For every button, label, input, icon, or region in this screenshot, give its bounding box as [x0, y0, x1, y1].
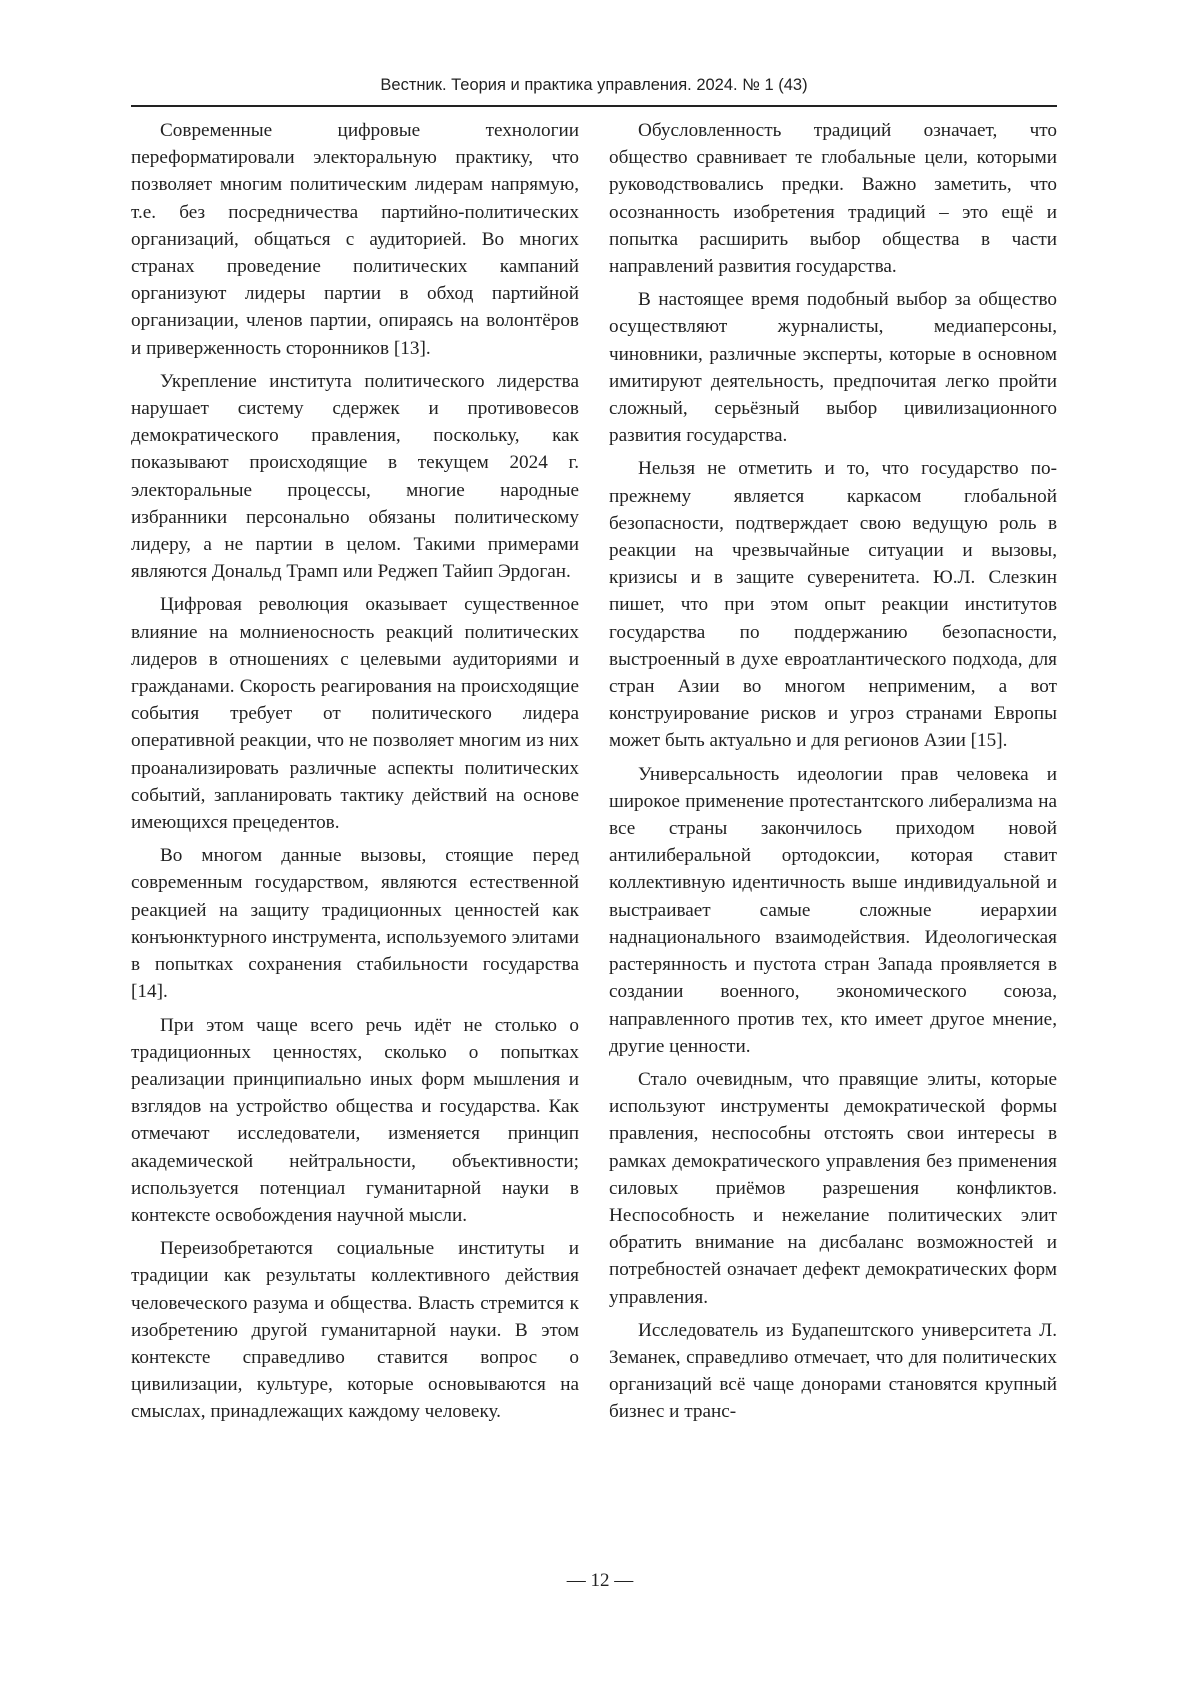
running-header: Вестник. Теория и практика управления. 2024. № 1 (43): [380, 76, 808, 94]
paragraph: Обусловленность традиций означает, что общество сравнивает те глобальные цели, которыми руководствовались предки. Важно заметить, что осознанность изобретения традиций – это ещё и попытка расширить выбор общества в части направлений развития государства.: [609, 120, 1057, 278]
paragraph: При этом чаще всего речь идёт не столько о традиционных ценностях, сколько о попытках реализации принципиально иных форм мышления и взглядов на устройство общества и государства. Как отмечают исследователи, изменяется принцип академической нейтральности, объективности; используется потенциал гуманитарной науки в контексте освобождения научной мысли.: [131, 1014, 579, 1226]
paragraph: Современные цифровые технологии переформатировали электоральную практику, что позволяет многим политическим лидерам напрямую, т.е. без посредничества партийно-политических организаций, общаться с аудиторией. Во многих странах проведение политических кампаний организуют лидеры партии в обход партийной организации, членов партии, опираясь на волонтёров и приверженность сторонников [13].: [131, 120, 579, 359]
page-number: — 12 —: [566, 1570, 634, 1591]
paragraph: В настоящее время подобный выбор за общество осуществляют журналисты, медиаперсоны, чиновники, различные эксперты, которые в основном имитируют деятельность, предпочитая легко пройти сложный, серьёзный выбор цивилизационного развития государства.: [609, 289, 1057, 447]
paragraph: Нельзя не отметить и то, что государство по-прежнему является каркасом глобальной безопасности, подтверждает свою ведущую роль в реакции на чрезвычайные ситуации и вызовы, кризисы и в защите суверенитета. Ю.Л. Слезкин пишет, что при этом опыт реакции институтов государства по поддержанию безопасности, выстроенный в духе евроатлантического подхода, для стран Азии во многом неприменим, а вот конструирование рисков и угроз странами Европы может быть актуально и для регионов Азии [15].: [609, 458, 1057, 752]
paragraph: Исследователь из Будапештского университета Л. Земанек, справедливо отмечает, что для политических организаций всё чаще донорами становятся крупный бизнес и транс-: [609, 1319, 1057, 1423]
right-column: [609, 117, 1057, 1432]
paragraph: Цифровая революция оказывает существенное влияние на молниеносность реакций политических лидеров в отношениях с целевыми аудиториями и гражданами. Скорость реагирования на происходящие события требует от политического лидера оперативной реакции, что не позволяет многим из них проанализировать различные аспекты политических событий, запланировать тактику действий на основе имеющихся прецедентов.: [131, 594, 579, 834]
header-rule: [131, 105, 1057, 107]
paragraph: Во многом данные вызовы, стоящие перед современным государством, являются естественной реакцией на защиту традиционных ценностей как конъюнктурного инструмента, используемого элитами в попытках сохранения стабильности государства [14].: [131, 845, 579, 1003]
paragraph: Универсальность идеологии прав человека и широкое применение протестантского либерализма на все страны закончилось приходом новой антилиберальной ортодоксии, которая ставит коллективную идентичность выше индивидуальной и выстраивает самые сложные иерархии наднационального взаимодействия. Идеологическая растерянность и пустота стран Запада проявляется в создании военного, экономического союза, направленного против тех, кто имеет другое мнение, другие ценности.: [609, 763, 1057, 1057]
left-column: [131, 117, 579, 1432]
paragraph: Стало очевидным, что правящие элиты, которые используют инструменты демократической формы правления, неспособны отстоять свои интересы в рамках демократического управления без применения силовых приёмов разрешения конфликтов. Неспособность и нежелание политических элит обратить внимание на дисбаланс возможностей и потребностей означает дефект демократических форм управления.: [609, 1068, 1057, 1308]
paragraph: Укрепление института политического лидерства нарушает систему сдержек и противовесов демократического правления, поскольку, как показывают происходящие в текущем 2024 г. электоральные процессы, многие народные избранники персонально обязаны политическому лидеру, а не партии в целом. Такими примерами являются Дональд Трамп или Реджеп Тайип Эрдоган.: [131, 370, 579, 583]
paragraph: Переизобретаются социальные институты и традиции как результаты коллективного действия человеческого разума и общества. Власть стремится к изобретению другой гуманитарной науки. В этом контексте справедливо ставится вопрос о цивилизации, культуре, которые основываются на смыслах, принадлежащих каждому человеку.: [131, 1238, 579, 1423]
